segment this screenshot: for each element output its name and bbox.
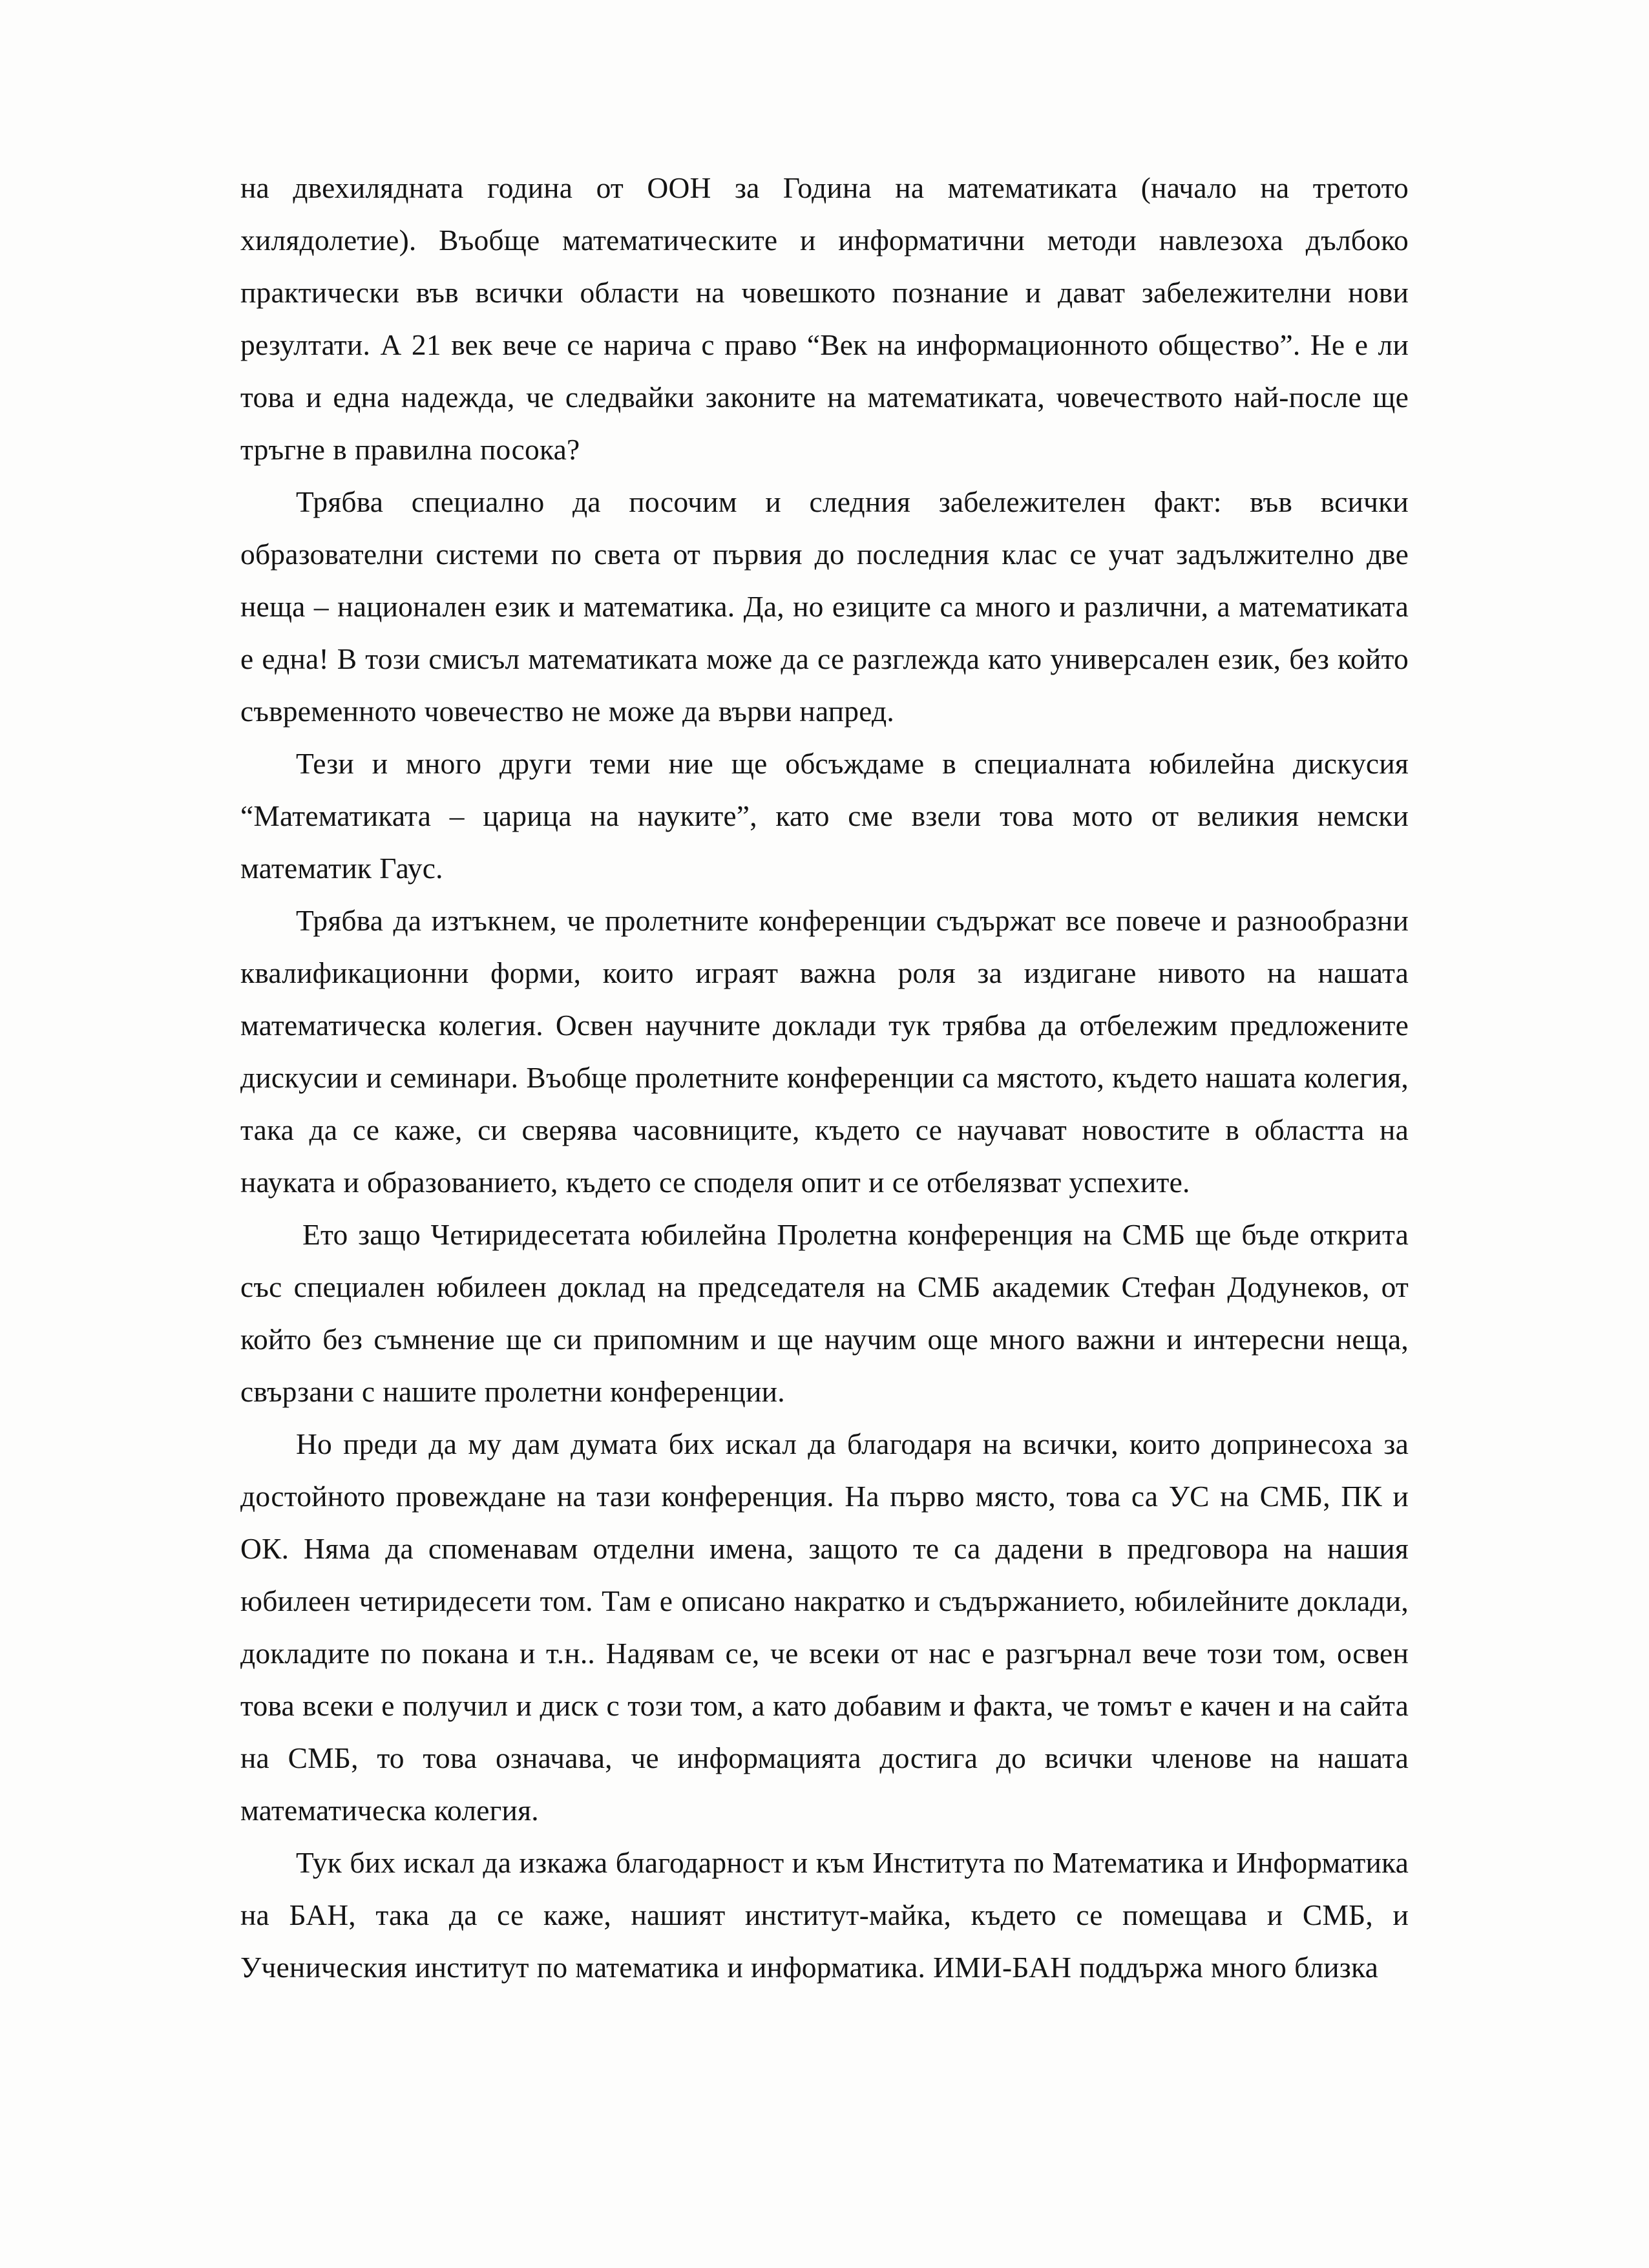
paragraph-4: Трябва да изтъкнем, че пролетните конференции съдържат все повече и разнообразни квалификационни форми, които играят важна роля за издигане нивото на нашата математическа колегия. Освен научните доклади тук трябва да отбележим предложените дискусии и семинари. Въобще пролетните конференции са мястото, където нашата колегия, така да се каже, си сверява часовниците, където се научават новостите в областта на науката и образованието, където се споделя опит и се отбелязват успехите. [240,904,1409,1199]
paragraph-5: Ето защо Четиридесетата юбилейна Пролетна конференция на СМБ ще бъде открита със специален юбилеен доклад на председателя на СМБ академик Стефан Додунеков, от който без съмнение ще си припомним и ще научим още много важни и интересни неща, свързани с нашите пролетни конференции. [240,1218,1409,1408]
paragraph-3: Тези и много други теми ние ще обсъждаме в специалната юбилейна дискусия “Математиката – царица на науките”, като сме взели това мото от великия немски математик Гаус. [240,747,1409,885]
paragraph-1: на двехилядната година от ООН за Година на математиката (начало на третото хилядолетие). Въобще математическите и информатични методи навлезоха дълбоко практически във всички области на човешкото познание и дават забележителни нови резултати. А 21 век вече се нарича с право “Век на информационното общество”. Не е ли това и една надежда, че следвайки законите на математиката, човечеството най-после ще тръгне в правилна посока? [240,171,1409,466]
paragraph-2: Трябва специално да посочим и следния забележителен факт: във всички образователни системи по света от първия до последния клас се учат задължително две неща – национален език и математика. Да, но езиците са много и различни, а математиката е една! В този смисъл математиката може да се разглежда като универсален език, без който съвременното човечество не може да върви напред. [240,485,1409,728]
paragraph-6: Но преди да му дам думата бих искал да благодаря на всички, които допринесоха за достойното провеждане на тази конференция. На първо място, това са УС на СМБ, ПК и ОК. Няма да споменавам отделни имена, защото те са дадени в предговора на нашия юбилеен четиридесети том. Там е описано накратко и съдържанието, юбилейните доклади, докладите по покана и т.н.. Надявам се, че всеки от нас е разгърнал вече този том, освен това всеки е получил и диск с този том, а като добавим и факта, че томът е качен и на сайта на СМБ, то това означава, че информацията достига до всички членове на нашата математическа колегия. [240,1427,1409,1827]
document-text-column [240,162,1409,1993]
paragraph-7: Тук бих искал да изкажа благодарност и към Института по Математика и Информатика на БАН, така да се каже, нашият институт-майка, където се помещава и СМБ, и Ученическия институт по математика и информатика. ИМИ-БАН поддържа много близка [240,1846,1409,1984]
